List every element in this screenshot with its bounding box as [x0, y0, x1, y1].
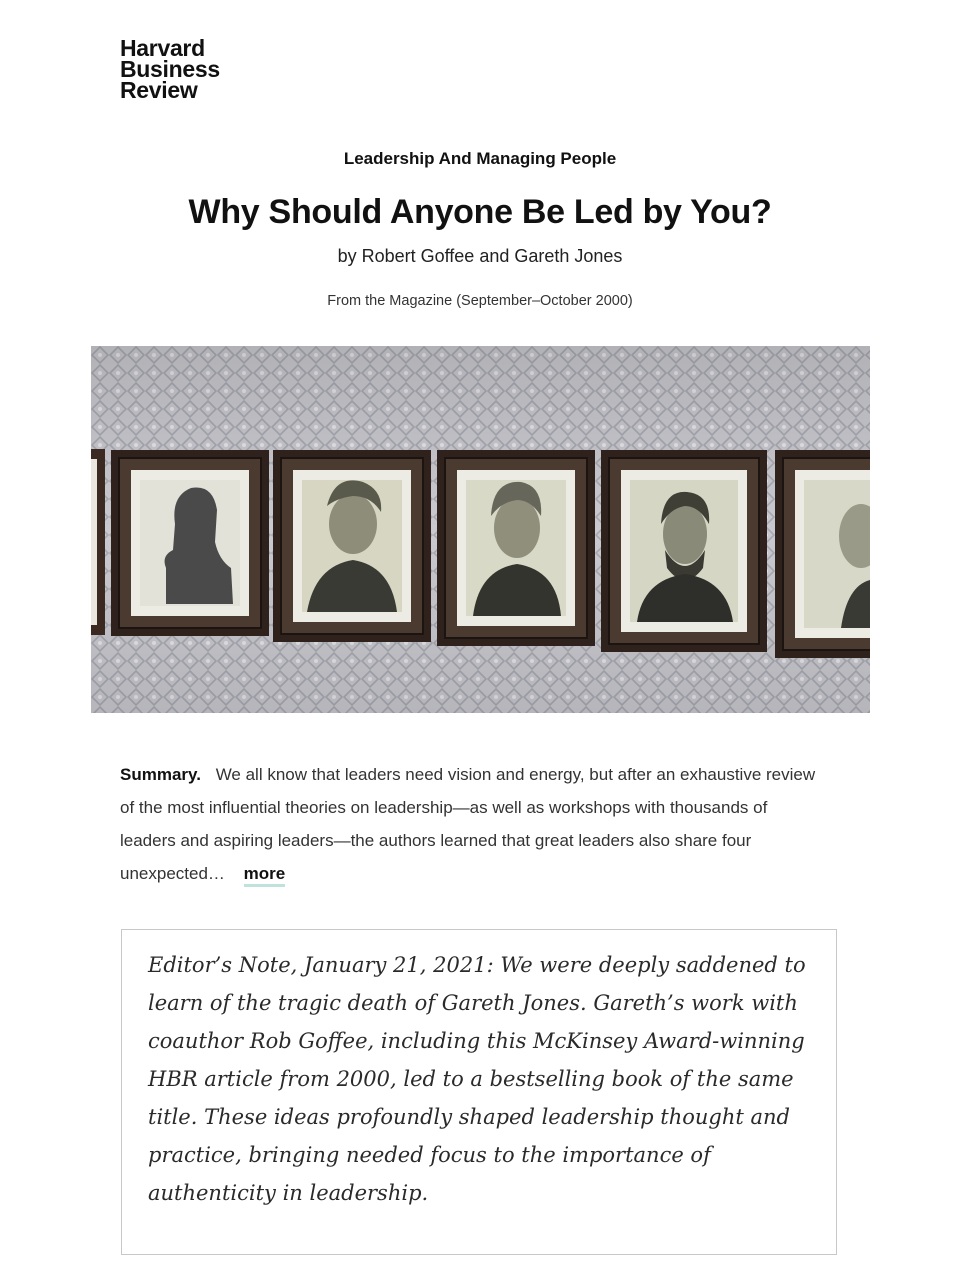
byline: by Robert Goffee and Gareth Jones — [337, 246, 623, 266]
logo-line-3: Review — [120, 77, 198, 103]
editors-note-text: Editor’s Note, January 21, 2021: We were deeply saddened to learn of the tragic death of Gareth Jones. Gareth’s work with coauthor Rob Goffee, including this McKinsey Award-winning HBR article from 2000, led to a bestselling book of the same title. These ideas profoundly shaped leadership thought and practice, bringing needed focus to the importance of authenticity in leadership. — [148, 953, 806, 1205]
more-link[interactable]: more — [244, 864, 286, 887]
portrait-frame-partial — [91, 449, 105, 635]
editors-note — [121, 929, 837, 1255]
topic-link[interactable]: Leadership And Managing People — [343, 149, 617, 168]
summary-label: Summary. — [120, 765, 201, 784]
publication-info: From the Magazine (September–October 2000) — [327, 293, 633, 309]
summary — [120, 758, 820, 890]
logo-line-1: Harvard — [120, 35, 205, 61]
hero-image — [91, 346, 870, 713]
portrait-frame-3 — [437, 450, 595, 646]
portrait-frame-5-partial — [775, 450, 870, 658]
portrait-frame-2 — [273, 450, 431, 642]
portrait-frame-silhouette — [111, 450, 269, 636]
article-title: Why Should Anyone Be Led by You? — [188, 193, 772, 231]
logo-line-2: Business — [120, 56, 220, 82]
hbr-logo[interactable] — [120, 35, 220, 103]
portrait-frame-4 — [601, 450, 767, 652]
summary-text: We all know that leaders need vision and energy, but after an exhaustive review of the most influential theories on leadership—as well as workshops with thousands of leaders and aspiring leaders—the authors learned that great leaders also share four unexpected… — [120, 765, 816, 883]
